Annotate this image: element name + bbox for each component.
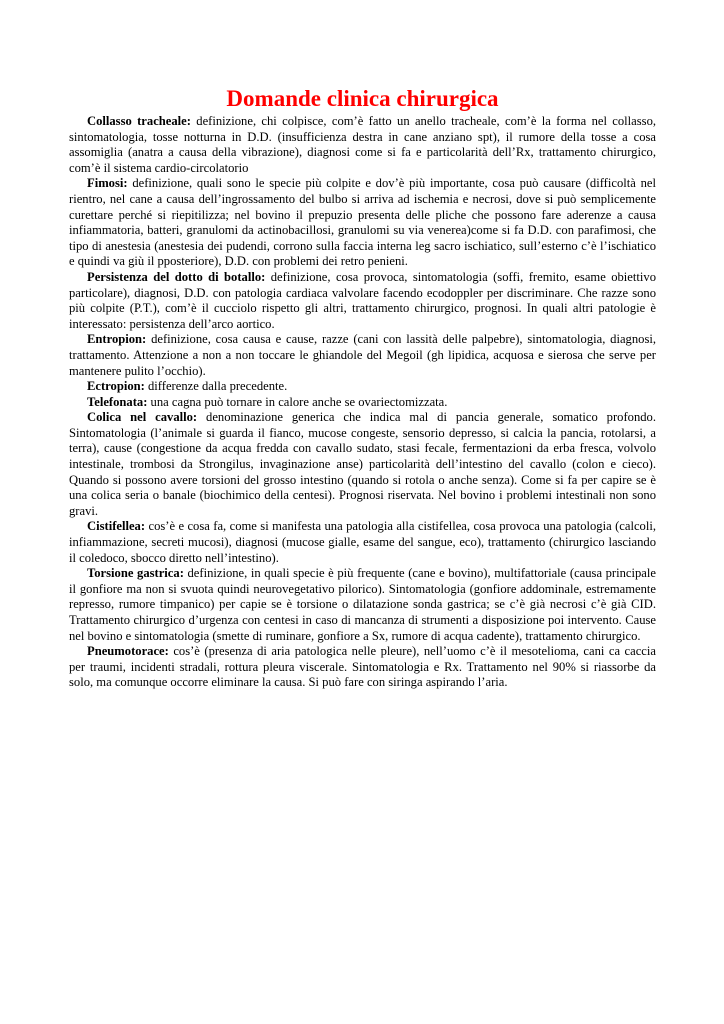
section-text: differenze dalla precedente. <box>144 379 288 394</box>
section-text: cos’è (presenza di aria patologica nelle pleure), nell’uomo c’è il mesotelioma, cani ca caccia per traumi, incidenti stradali, rottura pleura viscerale. Sintomatologia e Rx. Trattamento nel 90% si riassorbe da solo, ma comunque occorre eliminare la causa. Si può fare con siringa aspirando l’aria. <box>69 644 656 690</box>
section-collasso-tracheale <box>69 114 656 176</box>
section-term: Ectropion: <box>87 379 145 394</box>
section-term: Cistifellea: <box>87 519 146 534</box>
section-term: Fimosi: <box>87 176 128 191</box>
section-term: Colica nel cavallo: <box>87 410 198 425</box>
section-text: denominazione generica che indica mal di pancia generale, somatico profondo. Sintomatologia (l’animale si guarda il fianco, mucose congeste, sensorio depresso, si calcia la pancia, rotolarsi, a terra), cause (congestione da acqua fredda con cavallo sudato, stasi fecale, fermentazioni da erba fresca, volvolo intestinale, trombosi da Strongilus, invaginazione anse) particolarità dell’intestino del cavallo (colon e cieco). Quando si possono avere torsioni del grosso intestino (quando si rotola o anche senza). Come si fa per capire se è una colica seria o banale (biochimico della centesi). Prognosi riservata. Nel bovino i problemi intestinali non sono gravi. <box>69 410 656 518</box>
section-telefonata <box>69 395 656 411</box>
section-colica-cavallo <box>69 410 656 519</box>
section-cistifellea <box>69 519 656 566</box>
section-text: una cagna può tornare in calore anche se ovariectomizzata. <box>147 394 448 409</box>
page-title: Domande clinica chirurgica <box>226 86 499 111</box>
document-page <box>69 86 656 691</box>
section-text: definizione, chi colpisce, com’è fatto un anello tracheale, com’è la forma nel collasso, sintomatologia, tosse notturna in D.D. (insufficienza destra in cane anziano spt), il rumore della tosse a cosa assomiglia (anatra a causa della vibrazione), diagnosi come si fa e particolarità dell’Rx, trattamento chirurgico, com’è il sistema cardio-circolatorio <box>69 114 657 175</box>
section-term: Pneumotorace: <box>87 644 169 659</box>
section-pneumotorace <box>69 644 656 691</box>
section-persistenza-dotto-botallo <box>69 270 656 332</box>
section-text: definizione, cosa causa e cause, razze (cani con lassità delle palpebre), sintomatologia, diagnosi, trattamento. Attenzione a non a non toccare le ghiandole del Megoil (gh lipidica, acquosa e sierosa che serve per mantenere pulito l’occhio). <box>69 332 656 378</box>
section-torsione-gastrica <box>69 566 656 644</box>
section-ectropion <box>69 379 656 395</box>
section-text: definizione, cosa provoca, sintomatologia (soffi, fremito, esame obiettivo particolare), diagnosi, D.D. con patologia cardiaca valvolare facendo ecodoppler per discriminare. Che razze sono più colpite (P.T.), com’è il cucciolo rispetto gli altri, trattamento chirurgico, prognosi. In quali altri patologie è interessato: persistenza dell’arco aortico. <box>69 269 656 331</box>
section-term: Collasso tracheale: <box>87 114 191 128</box>
section-text: definizione, quali sono le specie più colpite e dov’è più importante, cosa può causare (difficoltà nel rientro, nel cane a causa dell’ingrossamento del bulbo si arriva ad ischemia e necrosi, dove si può semplicemente curettare perché si riepitilizza; nel bovino il prepuzio presenta delle pliche che possono fare aderenze a causa infiammatoria, batteri, granulomi da actinobacillosi, granulomi su via venerea)come si fa D.D. con parafimosi, che tipo di anestesia (anestesia dei pudendi, corrono sulla faccia interna leg sacro ischiatico, sull’esterno c’è l’ischiatico e quindi va giù il pposteriore), D.D. con problemi dei retro penieni. <box>69 176 656 269</box>
section-term: Entropion: <box>87 332 147 347</box>
section-fimosi <box>69 176 656 270</box>
section-term: Torsione gastrica: <box>87 566 184 581</box>
section-term: Persistenza del dotto di botallo: <box>87 269 266 284</box>
section-text: cos’è e cosa fa, come si manifesta una patologia alla cistifellea, cosa provoca una patologia (calcoli, infiammazione, secreti mucosi), diagnosi (mucose gialle, esame del sangue, eco), trattamento (chirurgico lasciando il coledoco, sbocco diretto nell’intestino). <box>69 519 656 565</box>
section-term: Telefonata: <box>87 394 148 409</box>
section-entropion <box>69 332 656 379</box>
section-text: definizione, in quali specie è più frequente (cane e bovino), multifattoriale (causa principale il gonfiore ma non si svuota quindi neurovegetativo pilorico). Sintomatologia (gonfiore addominale, estremamente represso, rumore timpanico) per capie se è torsione o dilatazione sonda gastrica; se c’è già necrosi c’è già CID. Trattamento chirurgico d’urgenza con centesi in caso di mancanza di strumenti a disposizione poi intervento. Cause nel bovino e sintomatologia (smette di ruminare, gonfiore a Sx, rumore di acqua cadente), trattamento chirurgico. <box>69 566 656 643</box>
